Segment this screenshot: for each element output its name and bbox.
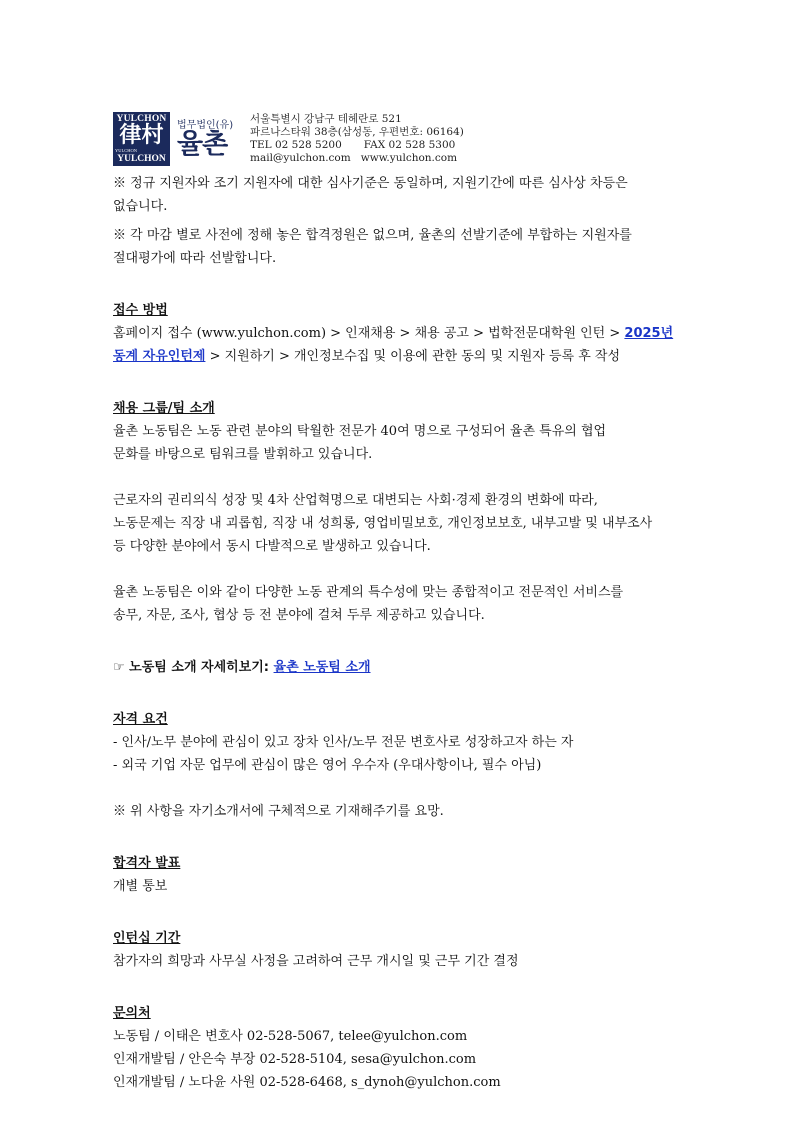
team-more-line (113, 656, 693, 679)
firm-name-block (177, 112, 237, 160)
yulchon-logo (113, 112, 170, 166)
team-more-label: ☞ 노동팀 소개 자세히보기: (113, 660, 274, 675)
letterhead (113, 112, 464, 168)
period-heading: 인턴십 기간 (113, 931, 181, 946)
logo-small-text: YULCHON (115, 148, 137, 153)
logo-bottom-text: YULCHON (117, 154, 166, 164)
logo-hanja: 律村 (119, 122, 164, 147)
logo-top-text: YULCHON (116, 114, 167, 124)
document-body (113, 172, 693, 1094)
apply-heading: 접수 방법 (113, 303, 168, 318)
firm-name: 율촌 (177, 129, 228, 160)
contact-line-1: 노동팀 / 이태은 변호사 02-528-5067, telee@yulchon.com (113, 1029, 468, 1044)
team-p1-line-1: 율촌 노동팀은 노동 관련 분야의 탁월한 전문가 40여 명으로 구성되어 율촌 특유의 협업 (113, 424, 607, 439)
note-2-line-1: ※ 각 마감 별로 사전에 정해 놓은 합격정원은 없으며, 율촌의 선발기준에 부합하는 지원자를 (113, 228, 632, 243)
period-text: 참가자의 희망과 사무실 사정을 고려하여 근무 개시일 및 근무 기간 결정 (113, 954, 519, 969)
team-p2-line-2: 노동문제는 직장 내 괴롭힘, 직장 내 성희롱, 영업비밀보호, 개인정보보호, 내부고발 및 내부조사 (113, 516, 653, 531)
contact-heading: 문의처 (113, 1006, 151, 1021)
qualification-note: ※ 위 사항을 자기소개서에 구체적으로 기재해주기를 요망. (113, 804, 444, 819)
fax: FAX 02 528 5300 (363, 139, 456, 151)
apply-link-2025[interactable]: 2025년 (624, 326, 674, 341)
address-line-1: 서울특별시 강남구 테헤란로 521 (250, 113, 402, 125)
team-p1-line-2: 문화를 바탕으로 팀워크를 발휘하고 있습니다. (113, 447, 373, 462)
address-line-2: 파르나스타워 38층(삼성동, 우편번호: 06164) (250, 126, 464, 138)
apply-path-text-2: > 지원하기 > 개인정보수집 및 이용에 관한 동의 및 지원자 등록 후 작성 (205, 349, 621, 364)
tel-fax-line (250, 139, 464, 152)
website: www.yulchon.com (360, 152, 458, 164)
contact-line-2: 인재개발팀 / 안은숙 부장 02-528-5104, sesa@yulchon.com (113, 1052, 477, 1067)
qualification-heading: 자격 요건 (113, 712, 168, 727)
result-heading: 합격자 발표 (113, 856, 181, 871)
note-1-line-1: ※ 정규 지원자와 조기 지원자에 대한 심사기준은 동일하며, 지원기간에 따른 심사상 차등은 (113, 176, 628, 191)
apply-path-text: 홈페이지 접수 (www.yulchon.com) > 인재채용 > 채용 공고 > 법학전문대학원 인턴 > (113, 326, 625, 341)
contact-line-3: 인재개발팀 / 노다윤 사원 02-528-6468, s_dynoh@yulchon.com (113, 1075, 501, 1090)
apply-line-1 (113, 322, 693, 345)
team-p3-line-1: 율촌 노동팀은 이와 같이 다양한 노동 관계의 특수성에 맞는 종합적이고 전문적인 서비스를 (113, 585, 624, 600)
tel: TEL 02 528 5200 (250, 139, 342, 151)
result-text: 개별 통보 (113, 879, 168, 894)
firm-type: 법무법인(유) (177, 120, 234, 131)
mail-address: mail@yulchon.com (250, 152, 351, 164)
apply-line-2 (113, 345, 693, 368)
note-2-line-2: 절대평가에 따라 선발합니다. (113, 251, 277, 266)
team-intro-link[interactable]: 율촌 노동팀 소개 (273, 660, 371, 675)
mail-web-line (250, 152, 464, 165)
team-p3-line-2: 송무, 자문, 조사, 협상 등 전 분야에 걸쳐 두루 제공하고 있습니다. (113, 608, 485, 623)
apply-link-winter-intern[interactable]: 동계 자유인턴제 (113, 349, 206, 364)
team-p2-line-3: 등 다양한 분야에서 동시 다발적으로 발생하고 있습니다. (113, 539, 431, 554)
qualification-item-2: - 외국 기업 자문 업무에 관심이 많은 영어 우수자 (우대사항이나, 필수 아님) (113, 758, 542, 773)
firm-address (250, 113, 464, 165)
team-heading: 채용 그룹/팀 소개 (113, 401, 215, 416)
qualification-item-1: - 인사/노무 분야에 관심이 있고 장차 인사/노무 전문 변호사로 성장하고자 하는 자 (113, 735, 574, 750)
note-1-line-2: 없습니다. (113, 199, 168, 214)
team-p2-line-1: 근로자의 권리의식 성장 및 4차 산업혁명으로 대변되는 사회·경제 환경의 변화에 따라, (113, 493, 598, 508)
